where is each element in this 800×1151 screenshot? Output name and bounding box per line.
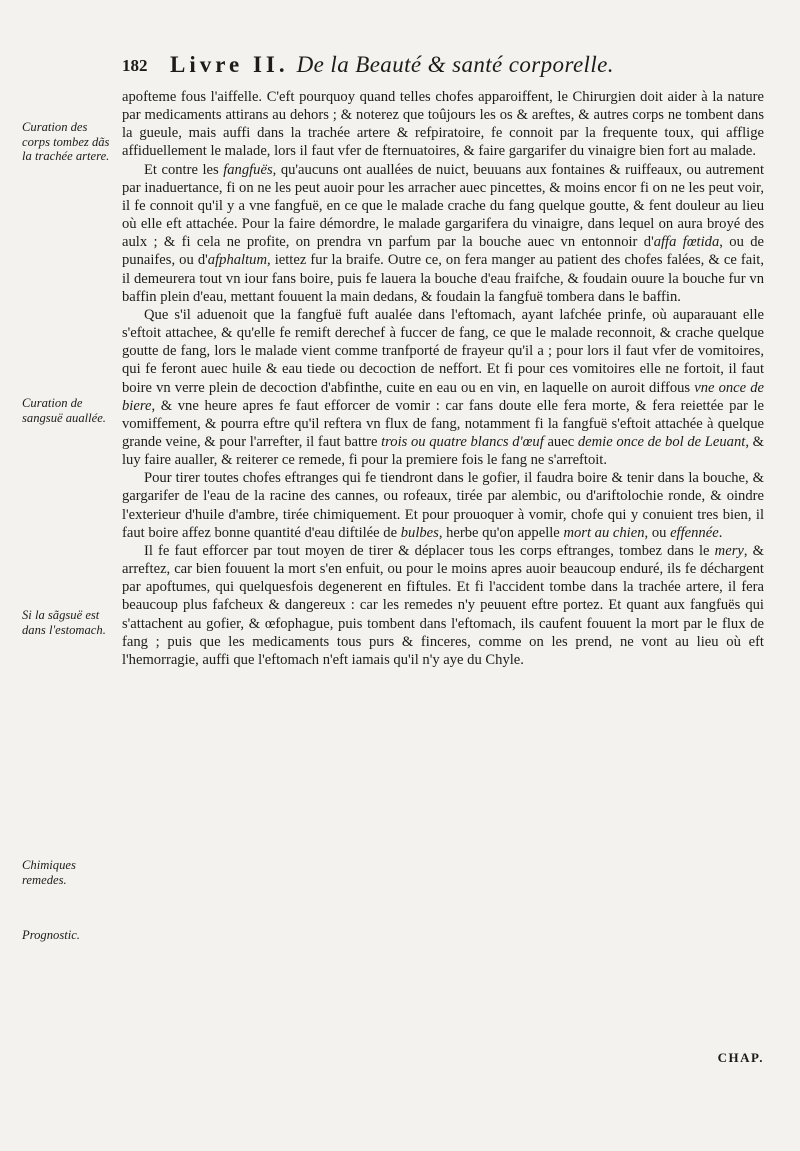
running-header — [122, 52, 762, 84]
paragraph: apofteme fous l'aiffelle. C'eft pourquoy quand telles chofes apparoiffent, le Chirurgien doit aider à la nature par medicaments attirans au dehors ; & noterez que toûjours les os & areftes, & autres corps ne tombent dans la gueule, mais auffi dans la trachée artere & refpiratoire, fe connoit par la frequente toux, qui afflige affiduellement le malade, lors il faut vfer de fternuatoires, & faire gargarifer du vinaigre bien fort au malade. — [122, 89, 764, 160]
margin-note: Prognostic. — [22, 928, 80, 942]
section-title: De la Beauté & santé corporelle. — [296, 52, 614, 77]
page-number: 182 — [122, 56, 148, 75]
margin-note: Curation de sangsuë auallée. — [22, 396, 106, 425]
running-title — [170, 52, 614, 78]
paragraph: Que s'il aduenoit que la fangfuë fuft aualée dans l'eftomach, ayant lafchée prinfe, où auparauant elle s'eftoit attachee, & qu'elle fe remift derechef à fuccer de fang, ce que le malade reconnoit, & crache quelque goutte de fang, lors le malade vient comme tranfporté de frayeur qu'il a ; pour lors il faut vfer de vomitoires, qui fe feront auec huile & eau tiede ou decoction de neffort. Et fi pour ces vomitoires elle ne fortoit, il faut boire vn verre plein de decoction d'abfinthe, cuite en eau ou en vin, en laquelle on auroit diffous vne once de biere, & vne heure apres fe faut efforcer de vomir : car fans doute elle fera morte, & fera reiettée par le vomiffement, & pourra eftre qu'il reftera vn flux de fang, notamment fi la fangfuë s'eftoit attachée à quelque grande veine, & pour l'arrefter, il faut battre trois ou quatre blancs d'œuf auec demie once de bol de Leuant, & luy faire aualler, & reiterer ce remede, fi pour la premiere fois le fang ne s'arreftoit. — [122, 306, 765, 469]
margin-note: Si la sãgsuë est dans l'estomach. — [22, 608, 106, 637]
paragraph: Et contre les fangfuës, qu'aucuns ont auallées de nuict, beuuans aux fontaines & ruiffeaux, ou autrement par inaduertance, fi on ne les peut auoir pour les arracher auec pincettes, & moins encor fi on ne les peut voir, il fe connoit qu'il y a vne fangfuë, en ce que le malade crache du fang quelque goutte, & fent douleur au lieu où elle eft attachée. Pour la faire démordre, le malade gargarifera du vinaigre, dans lequel on aura broyé des aulx ; & fi cela ne profite, on prendra vn parfum par la bouche auec vn entonnoir d'affa fœtida, ou de punaifes, ou d'afphaltum, iettez fur la braife. Outre ce, on fera manger au patient des chofes falées, & ce fait, il demeurera tout vn iour fans boire, puis fe lauera la bouche d'eau fraifche, & foudain ouure la bouche fur vn baffin plein d'eau, mettant fouuent la main dedans, & foudain la fangfuë tombera dans le baffin. — [122, 161, 764, 305]
paragraph: Pour tirer toutes chofes eftranges qui fe tiendront dans le gofier, il faudra boire & tenir dans la bouche, & gargarifer de l'eau de la racine des cannes, ou rofeaux, tirée par alembic, ou d'ariftolochie ronde, & oindre l'exterieur d'huile d'ambre, tirée chimiquement. Et pour prouoquer à vomir, chofe qui y conuient tres bien, il faut boire affez bonne quantité d'eau diftilée de bulbes, herbe qu'on appelle mort au chien, ou effennée. — [122, 470, 764, 541]
book-label: Livre II. — [170, 52, 289, 77]
paragraph: Il fe faut efforcer par tout moyen de tirer & déplacer tous les corps eftranges, tombez dans le mery, & arreftez, car bien fouuent la mort s'en enfuit, ou pour le moins apres auoir beaucoup enduré, ils fe déchargent par apoftumes, qui quelquesfois degenerent en fiftules. Et fi l'accident tombe dans la trachée artere, il fera beaucoup plus fafcheux & dangereux : car les remedes n'y peuuent eftre portez. Et quant aux fangfuës qui s'attachent au gofier, & œfophague, puis tombent dans l'eftomach, ils caufent fouuent la mort par le flux de fang ; puis que les medicaments tous purs & finceres, comme on les prend, ne vont au lieu où eft l'hemorragie, auffi que l'eftomach n'eft iamais qu'il n'y aye du Chyle. — [122, 542, 764, 668]
body-text — [122, 88, 764, 669]
margin-note: Chimiques remedes. — [22, 858, 76, 887]
margin-note: Curation des corps tombez dãs la trachée artere. — [22, 120, 110, 164]
catchword: CHAP. — [717, 1050, 764, 1065]
